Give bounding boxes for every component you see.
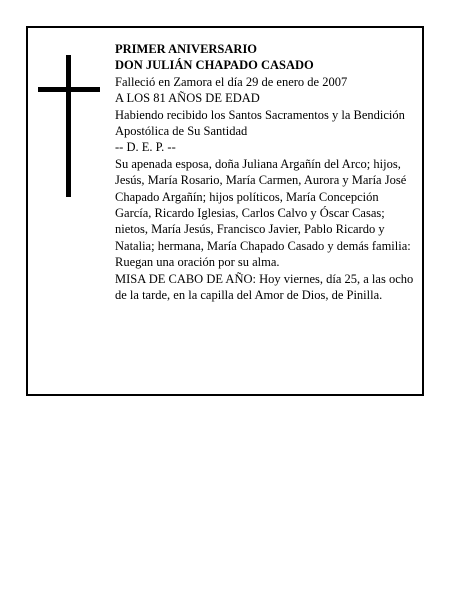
prayer-request: Ruegan una oración por su alma. [115, 255, 280, 270]
death-info: Falleció en Zamora el día 29 de enero de 2007 [115, 74, 348, 89]
deceased-name: DON JULIÁN CHAPADO CASADO [115, 58, 314, 73]
sacraments-info: Habiendo recibido los Santos Sacramentos y la Bendición Apostólica de Su Santidad [115, 107, 405, 139]
notice-text [115, 41, 418, 304]
age-info: A LOS 81 AÑOS DE EDAD [115, 91, 260, 106]
notice-heading: PRIMER ANIVERSARIO [115, 42, 258, 56]
obituary-notice [26, 26, 424, 396]
cross-icon [38, 55, 100, 197]
cross-vertical-bar [66, 55, 71, 197]
cross-horizontal-bar [38, 87, 100, 92]
mass-info: MISA DE CABO DE AÑO: Hoy viernes, día 25, a las ocho de la tarde, en la capilla del Amor de Dios, de Pinilla. [115, 271, 414, 303]
rip-line: -- D. E. P. -- [115, 140, 176, 155]
family-list: Su apenada esposa, doña Juliana Argañín del Arco; hijos, Jesús, María Rosario, María Carmen, Aurora y María José Chapado Argañín; hijos políticos, María Concepción García, Ricardo Iglesias, Carlos Calvo y Óscar Casas; nietos, María Jesús, Francisco Javier, Pablo Ricardo y Natalia; hermana, María Chapado Casado y demás familia: [115, 156, 411, 253]
